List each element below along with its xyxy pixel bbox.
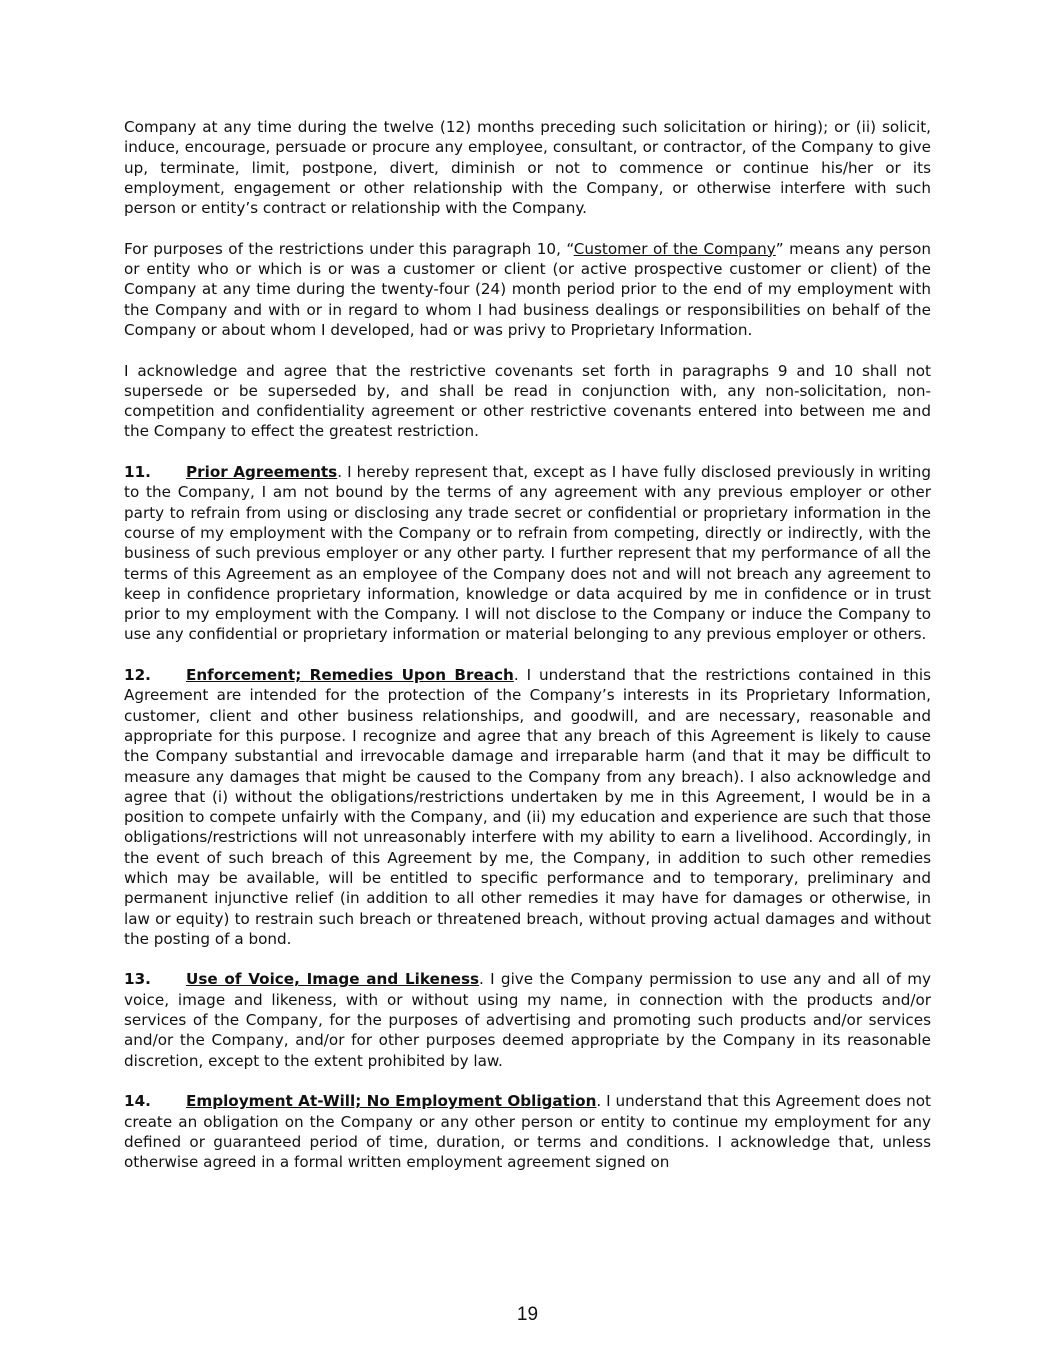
document-body xyxy=(124,117,931,1172)
section-heading: Use of Voice, Image and Likeness xyxy=(186,970,480,989)
section-number: 11. xyxy=(124,463,151,482)
section-heading: Enforcement; Remedies Upon Breach xyxy=(186,666,514,685)
paragraph-solicitation-continuation: Company at any time during the twelve (12) months preceding such solicitation or hiring); or (ii) solicit, induce, encourage, persuade or procure any employee, consultant, or contractor, of the Company to give up, terminate, limit, postpone, divert, diminish or not to commence or continue his/her or its employment, engagement or other relationship with the Company, or otherwise interfere with such person or entity’s contract or relationship with the Company. xyxy=(124,118,931,218)
section-number: 13. xyxy=(124,970,151,989)
section-13-voice-image-likeness xyxy=(124,969,931,1070)
page-number: 19 xyxy=(516,1304,539,1325)
section-body: . I understand that this Agreement does not create an obligation on the Company or any other person or entity to continue my employment for any defined or guaranteed period of time, duration, or terms and conditions. I acknowledge that, unless otherwise agreed in a formal written employment agreement signed on xyxy=(124,1092,932,1172)
section-12-enforcement xyxy=(124,665,931,949)
section-number: 12. xyxy=(124,666,151,685)
customer-definition-text: ” means any person or entity who or which is or was a customer or client (or active prospective customer or client) of the Company at any time during the twenty-four (24) month period prior to the end of my employment with the Company and with or in regard to whom I had business dealings or responsibilities on behalf of the Company or about whom I developed, had or was privy to Proprietary Information. xyxy=(124,239,931,339)
paragraph-customer-definition xyxy=(124,239,931,340)
paragraph-restrictive-covenants: I acknowledge and agree that the restrictive covenants set forth in paragraphs 9 and 10 shall not supersede or be superseded by, and shall be read in conjunction with, any non-solicitation, non-competition and confidentiality agreement or other restrictive covenants entered into between me and the Company to effect the greatest restriction. xyxy=(124,361,931,441)
section-14-employment-at-will xyxy=(124,1091,931,1172)
defined-term-customer: Customer of the Company xyxy=(573,239,776,258)
section-body: . I give the Company permission to use any and all of my voice, image and likeness, with or without using my name, in connection with the products and/or services of the Company, for the purposes of advertising and promoting such products and/or services and/or the Company, and/or for other purposes deemed appropriate by the Company in its reasonable discretion, except to the extent prohibited by law. xyxy=(124,970,931,1070)
section-body: . I understand that the restrictions contained in this Agreement are intended for the protection of the Company’s interests in its Proprietary Information, customer, client and other business relationships, and goodwill, and are necessary, reasonable and appropriate for this purpose. I recognize and agree that any breach of this Agreement is likely to cause the Company substantial and irrevocable damage and irreparable harm (and that it may be difficult to measure any damages that might be caused to the Company from any breach). I also acknowledge and agree that (i) without the obligations/restrictions undertaken by me in this Agreement, I would be in a position to compete unfairly with the Company, and (ii) my education and experience are such that those obligations/restrictions will not unreasonably interfere with my ability to earn a livelihood. Accordingly, in the event of such breach of this Agreement by me, the Company, in addition to such other remedies which may be available, will be entitled to specific performance and to temporary, preliminary and permanent injunctive relief (in addition to all other remedies it may have for damages or otherwise, in law or equity) to restrain such breach or threatened breach, without proving actual damages and without the posting of a bond. xyxy=(124,666,931,948)
section-11-prior-agreements xyxy=(124,462,931,645)
section-heading: Prior Agreements xyxy=(186,463,338,482)
section-body: . I hereby represent that, except as I have fully disclosed previously in writing to the Company, I am not bound by the terms of any agreement with any previous employer or other party to refrain from using or disclosing any trade secret or confidential or proprietary information in the course of my employment with the Company or to refrain from competing, directly or indirectly, with the business of such previous employer or any other party. I further represent that my performance of all the terms of this Agreement as an employee of the Company does not and will not breach any agreement to keep in confidence proprietary information, knowledge or data acquired by me in confidence or in trust prior to my employment with the Company. I will not disclose to the Company or induce the Company to use any confidential or proprietary information or material belonging to any previous employer or others. xyxy=(124,463,931,644)
section-heading: Employment At-Will; No Employment Obligation xyxy=(186,1092,597,1111)
customer-definition-lead: For purposes of the restrictions under this paragraph 10, “ xyxy=(124,239,574,258)
section-number: 14. xyxy=(124,1092,151,1111)
